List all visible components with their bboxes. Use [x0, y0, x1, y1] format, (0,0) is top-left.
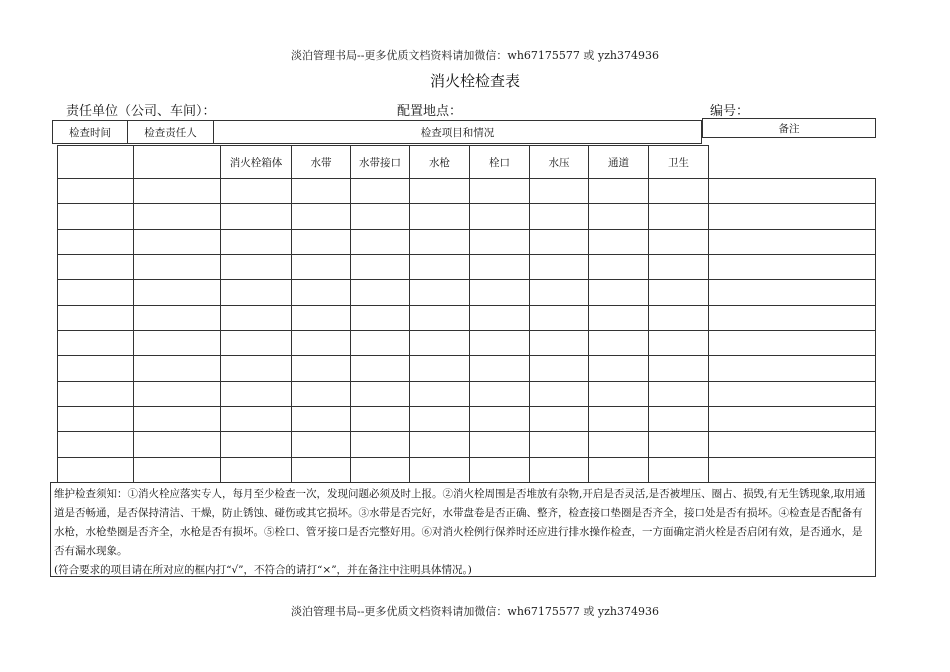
table-cell[interactable]: [221, 280, 292, 305]
table-cell[interactable]: [292, 457, 351, 482]
table-cell[interactable]: [134, 331, 221, 356]
table-cell[interactable]: [58, 179, 134, 204]
table-cell[interactable]: [292, 381, 351, 406]
table-cell[interactable]: [530, 305, 589, 330]
table-cell[interactable]: [530, 280, 589, 305]
location-label: 配置地点：: [397, 104, 463, 119]
table-cell[interactable]: [221, 331, 292, 356]
table-cell[interactable]: [58, 356, 134, 381]
table-cell[interactable]: [470, 204, 530, 229]
table-cell[interactable]: [589, 255, 649, 280]
column-passage: 通道: [589, 146, 649, 179]
table-cell[interactable]: [221, 305, 292, 330]
table-cell[interactable]: [292, 229, 351, 254]
table-row: [58, 356, 876, 381]
table-cell[interactable]: [58, 331, 134, 356]
table-cell[interactable]: [709, 255, 876, 280]
column-outlet: 栓口: [470, 146, 530, 179]
table-cell[interactable]: [351, 229, 410, 254]
table-cell[interactable]: [351, 381, 410, 406]
table-cell[interactable]: [530, 204, 589, 229]
maintenance-notes: [50, 482, 876, 577]
column-hose-coupling: 水带接口: [351, 146, 410, 179]
column-hose: 水带: [292, 146, 351, 179]
table-cell[interactable]: [649, 305, 709, 330]
table-cell[interactable]: [351, 432, 410, 457]
table-cell[interactable]: [589, 457, 649, 482]
table-cell[interactable]: [709, 204, 876, 229]
column-hydrant-box: 消火栓箱体: [221, 146, 292, 179]
table-cell[interactable]: [410, 457, 470, 482]
table-cell[interactable]: [134, 381, 221, 406]
table-cell[interactable]: [470, 255, 530, 280]
table-cell[interactable]: [292, 356, 351, 381]
table-cell[interactable]: [470, 407, 530, 432]
table-cell[interactable]: [649, 356, 709, 381]
table-cell[interactable]: [221, 179, 292, 204]
table-cell[interactable]: [58, 432, 134, 457]
table-cell[interactable]: [292, 432, 351, 457]
table-cell[interactable]: [58, 229, 134, 254]
table-cell[interactable]: [134, 229, 221, 254]
table-cell[interactable]: [292, 331, 351, 356]
table-cell[interactable]: [410, 407, 470, 432]
table-cell[interactable]: [292, 255, 351, 280]
table-cell[interactable]: [58, 280, 134, 305]
table-row: [58, 407, 876, 432]
table-cell[interactable]: [410, 179, 470, 204]
table-cell[interactable]: [410, 356, 470, 381]
table-cell[interactable]: [221, 255, 292, 280]
table-cell[interactable]: [589, 179, 649, 204]
table-cell[interactable]: [221, 356, 292, 381]
table-row: [58, 229, 876, 254]
table-cell[interactable]: [649, 179, 709, 204]
table-cell[interactable]: [530, 407, 589, 432]
header-check-person: 检查责任人: [127, 120, 214, 144]
table-cell[interactable]: [410, 305, 470, 330]
table-row: [58, 280, 876, 305]
table-cell[interactable]: [470, 457, 530, 482]
column-nozzle: 水枪: [410, 146, 470, 179]
table-cell[interactable]: [221, 432, 292, 457]
table-cell[interactable]: [589, 381, 649, 406]
table-cell[interactable]: [589, 229, 649, 254]
table-cell[interactable]: [351, 305, 410, 330]
table-cell[interactable]: [221, 204, 292, 229]
table-cell[interactable]: [221, 457, 292, 482]
inspection-table: [57, 145, 876, 483]
table-cell[interactable]: [221, 381, 292, 406]
table-cell[interactable]: [351, 255, 410, 280]
column-hygiene: 卫生: [649, 146, 709, 179]
table-cell[interactable]: [410, 432, 470, 457]
table-cell[interactable]: [709, 331, 876, 356]
table-cell[interactable]: [292, 280, 351, 305]
table-cell[interactable]: [58, 305, 134, 330]
table-cell[interactable]: [351, 457, 410, 482]
table-cell[interactable]: [530, 381, 589, 406]
table-cell[interactable]: [470, 305, 530, 330]
table-cell[interactable]: [470, 432, 530, 457]
header-check-time: 检查时间: [52, 120, 128, 144]
table-cell[interactable]: [470, 381, 530, 406]
notes-legend: (符合要求的项目请在所对应的框内打“√”，不符合的请打“×”，并在备注中注明具体情况。): [54, 564, 472, 576]
table-cell[interactable]: [530, 356, 589, 381]
table-row: [58, 432, 876, 457]
table-cell[interactable]: [589, 305, 649, 330]
table-cell[interactable]: [530, 179, 589, 204]
table-cell[interactable]: [410, 204, 470, 229]
table-cell[interactable]: [709, 381, 876, 406]
number-label: 编号：: [710, 104, 750, 119]
table-cell[interactable]: [292, 407, 351, 432]
table-cell[interactable]: [709, 280, 876, 305]
table-cell[interactable]: [221, 229, 292, 254]
table-cell[interactable]: [134, 356, 221, 381]
table-cell[interactable]: [530, 331, 589, 356]
table-cell[interactable]: [589, 280, 649, 305]
table-cell[interactable]: [410, 255, 470, 280]
header-watermark: 淡泊管理书局--更多优质文档资料请加微信：wh67175577 或 yzh374936: [291, 49, 659, 62]
table-cell[interactable]: [709, 356, 876, 381]
table-cell[interactable]: [649, 204, 709, 229]
table-cell[interactable]: [649, 457, 709, 482]
table-cell[interactable]: [351, 331, 410, 356]
table-cell[interactable]: [58, 204, 134, 229]
footer-watermark: 淡泊管理书局--更多优质文档资料请加微信：wh67175577 或 yzh374936: [291, 605, 659, 618]
table-cell[interactable]: [709, 179, 876, 204]
table-cell[interactable]: [351, 179, 410, 204]
table-row: [58, 255, 876, 280]
table-cell[interactable]: [530, 457, 589, 482]
table-cell[interactable]: [134, 305, 221, 330]
table-cell[interactable]: [709, 457, 876, 482]
header-check-items: 检查项目和情况: [213, 120, 702, 144]
table-cell[interactable]: [649, 229, 709, 254]
notes-text: 维护检查须知：①消火栓应落实专人，每月至少检查一次，发现问题必须及时上报。②消火栓周围是否堆放有杂物,开启是否灵活,是否被埋压、圈占、损毁,有无生锈现象,取用通道是否畅通，是否保持清洁、干燥，防止锈蚀、碰伤或其它损坏。③水带是否完好，水带盘卷是否正确、整齐，检查接口垫圈是否齐全，接口处是否有损坏。④检查是否配备有水枪，水枪垫圈是否齐全，水枪是否有损坏。⑤栓口、管牙接口是否完整好用。⑥对消火栓例行保养时还应进行排水操作检查，一方面确定消火栓是否启闭有效，是否通水，是否有漏水现象。: [54, 488, 866, 557]
table-row: [58, 179, 876, 204]
table-cell[interactable]: [589, 204, 649, 229]
header-remarks: 备注: [702, 118, 876, 138]
table-cell[interactable]: [470, 331, 530, 356]
table-cell[interactable]: [134, 204, 221, 229]
blank-header-cell: [58, 146, 134, 179]
table-cell[interactable]: [709, 432, 876, 457]
column-header-row: [58, 146, 876, 179]
table-cell[interactable]: [134, 280, 221, 305]
table-cell[interactable]: [709, 305, 876, 330]
column-water-pressure: 水压: [530, 146, 589, 179]
table-cell[interactable]: [709, 407, 876, 432]
table-cell[interactable]: [351, 356, 410, 381]
table-cell[interactable]: [351, 407, 410, 432]
table-cell[interactable]: [589, 331, 649, 356]
page-title: 消火栓检查表: [429, 72, 520, 90]
table-cell[interactable]: [58, 255, 134, 280]
table-cell[interactable]: [410, 280, 470, 305]
unit-label: 责任单位（公司、车间）：: [66, 104, 216, 119]
table-cell[interactable]: [292, 204, 351, 229]
table-cell[interactable]: [351, 204, 410, 229]
table-cell[interactable]: [292, 179, 351, 204]
table-cell[interactable]: [410, 229, 470, 254]
table-cell[interactable]: [589, 432, 649, 457]
table-cell[interactable]: [589, 407, 649, 432]
table-cell[interactable]: [134, 255, 221, 280]
table-cell[interactable]: [649, 381, 709, 406]
table-cell[interactable]: [221, 407, 292, 432]
table-cell[interactable]: [649, 331, 709, 356]
table-cell[interactable]: [134, 432, 221, 457]
table-row: [58, 381, 876, 406]
remarks-header-cell: [709, 146, 876, 179]
table-cell[interactable]: [589, 356, 649, 381]
table-cell[interactable]: [649, 407, 709, 432]
table-cell[interactable]: [709, 229, 876, 254]
table-cell[interactable]: [134, 457, 221, 482]
table-row: [58, 204, 876, 229]
table-cell[interactable]: [134, 407, 221, 432]
table-cell[interactable]: [410, 331, 470, 356]
table-cell[interactable]: [58, 407, 134, 432]
table-cell[interactable]: [530, 255, 589, 280]
table-cell[interactable]: [649, 255, 709, 280]
blank-header-cell: [134, 146, 221, 179]
table-cell[interactable]: [292, 305, 351, 330]
table-cell[interactable]: [530, 229, 589, 254]
table-cell[interactable]: [649, 432, 709, 457]
table-cell[interactable]: [58, 457, 134, 482]
table-cell[interactable]: [530, 432, 589, 457]
table-cell[interactable]: [649, 280, 709, 305]
table-cell[interactable]: [470, 280, 530, 305]
table-row: [58, 305, 876, 330]
table-cell[interactable]: [134, 179, 221, 204]
table-cell[interactable]: [410, 381, 470, 406]
table-cell[interactable]: [351, 280, 410, 305]
table-cell[interactable]: [470, 179, 530, 204]
table-cell[interactable]: [470, 229, 530, 254]
table-row: [58, 331, 876, 356]
table-cell[interactable]: [470, 356, 530, 381]
table-cell[interactable]: [58, 381, 134, 406]
table-row: [58, 457, 876, 482]
